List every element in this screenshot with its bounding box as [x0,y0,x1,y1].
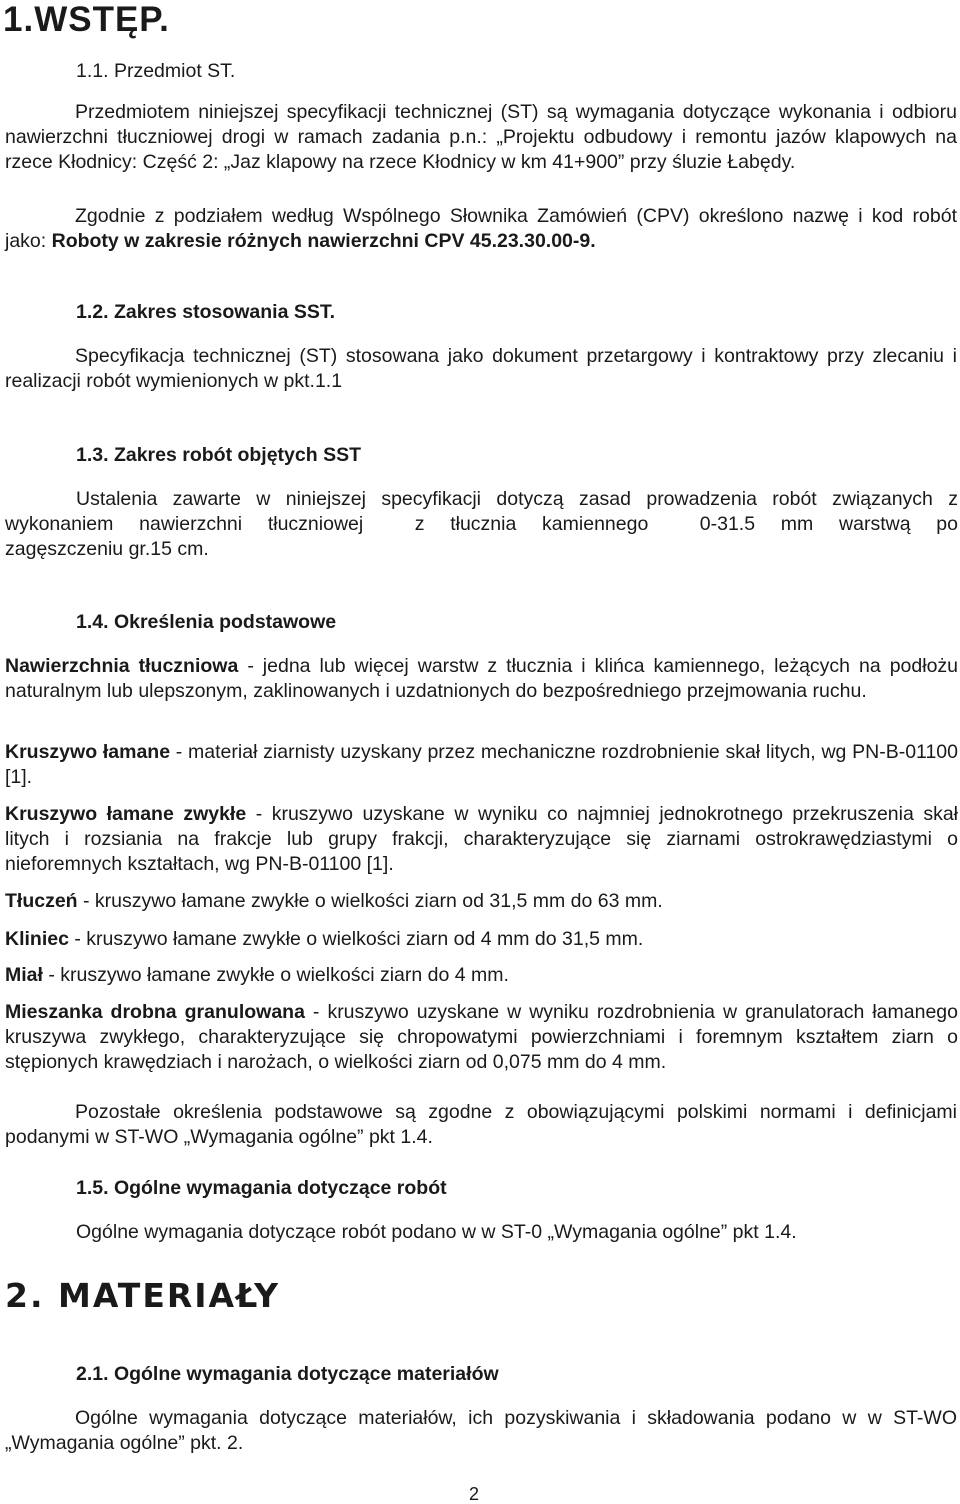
definition-text: - jedna lub więcej warstw z tłucznia i klińca kamiennego, leżących na podłożu naturalnym lub ulepszonym, zaklinowanych i uzdatnionych do bezpośredniego przejmowania ruchu. [5,655,959,702]
definition-term: Miał [5,964,43,986]
paragraph-1-3-line1: Ustalenia zawarte w niniejszej specyfikacji dotyczą zasad prowadzenia robót związanych z [76,488,958,510]
definition-term: Nawierzchnia tłuczniowa [5,655,239,677]
definition-text: - kruszywo łamane zwykłe o wielkości ziarn od 31,5 mm do 63 mm. [77,890,663,912]
paragraph-1-1-cpv-text: Zgodnie z podziałem według Wspólnego Słownika Zamówień (CPV) określono nazwę i kod robót jako: [5,205,957,252]
definition-kliniec [5,927,958,952]
heading-1-5: 1.5. Ogólne wymagania dotyczące robót [76,1177,447,1199]
definition-kruszywo-lamane-zwykle [5,802,958,877]
definition-text: - kruszywo łamane zwykłe o wielkości ziarn od 4 mm do 31,5 mm. [68,928,644,950]
definition-nawierzchnia-tluczniowa [5,654,958,704]
paragraph-1-1-cpv [5,204,957,254]
definition-term: Tłuczeń [5,890,78,912]
paragraph-1-1-cpv-code: Roboty w zakresie różnych nawierzchni CPV 45.23.30.00-9. [51,230,596,252]
page-number: 2 [468,1484,479,1504]
definition-text: - materiał ziarnisty uzyskany przez mechaniczne rozdrobnienie skał litych, wg PN-B-01100 [1]. [5,741,958,788]
definition-term: Kruszywo łamane zwykłe [5,803,247,825]
paragraph-1-4-closing: Pozostałe określenia podstawowe są zgodne z obowiązującymi polskimi normami i definicjami podanymi w ST-WO „Wymagania ogólne” pkt 1.4. [5,1101,957,1148]
paragraph-1-3-line3: zagęszczeniu gr.15 cm. [5,538,209,560]
definition-term: Kliniec [5,928,69,950]
definition-tluczen [5,889,958,914]
definition-text: - kruszywo uzyskane w wyniku co najmniej jednokrotnego przekruszenia skał litych i rozsiania na frakcje lub grupy frakcji, charakteryzujące się ziarnami ostrokrawędziastymi o nieforemnych kształtach, wg PN-B-01100 [1]. [5,803,958,875]
heading-1-4: 1.4. Określenia podstawowe [76,611,337,633]
heading-1-3: 1.3. Zakres robót objętych SST [76,444,361,466]
paragraph-1-3-line2: wykonaniem nawierzchni tłuczniowej z tłucznia kamiennego 0-31.5 mm warstwą po [5,513,958,535]
definition-text: - kruszywo łamane zwykłe o wielkości ziarn do 4 mm. [42,964,509,986]
definition-term: Kruszywo łamane [5,741,171,763]
section-2-title: 2. MATERIAŁY [5,1276,281,1315]
paragraph-2-1: Ogólne wymagania dotyczące materiałów, ich pozyskiwania i składowania podano w w ST-WO „Wymagania ogólne” pkt. 2. [5,1407,957,1454]
paragraph-1-1-subject [5,100,957,175]
definition-kruszywo-lamane [5,740,958,790]
paragraph-1-2: Specyfikacja technicznej (ST) stosowana jako dokument przetargowy i kontraktowy przy zlecaniu i realizacji robót wymienionych w pkt.1.1 [5,345,957,392]
definition-text: - kruszywo uzyskane w wyniku rozdrobnienia w granulatorach łamanego kruszywa zwykłego, charakteryzujące się chropowatymi powierzchniami i foremnym kształtem ziarn o stępionych krawędziach i narożach, o wielkości ziarn od 0,075 mm do 4 mm. [5,1001,958,1073]
paragraph-1-1-subject-part1: Przedmiotem niniejszej specyfikacji technicznej (ST) są wymagania dotyczące wykonania i odbioru nawierzchni tłuczniowej drogi w ramach zadania p.n.: [5,101,957,148]
definition-mial [5,963,958,988]
heading-1-1-number: 1.1. [76,60,109,82]
definition-term: Mieszanka drobna granulowana [5,1001,305,1023]
heading-1-1-text: Przedmiot ST. [113,60,236,82]
definition-mieszanka-drobna-granulowana [5,1000,958,1075]
heading-2-1: 2.1. Ogólne wymagania dotyczące materiałów [76,1363,499,1385]
heading-1-2: 1.2. Zakres stosowania SST. [76,301,336,323]
paragraph-1-5: Ogólne wymagania dotyczące robót podano w w ST-0 „Wymagania ogólne” pkt 1.4. [76,1221,797,1243]
heading-1-1 [76,59,235,84]
section-1-title: 1.WSTĘP. [3,0,170,39]
paragraph-1-1-subject-part2: „Projektu odbudowy i remontu jazów klapowych na rzece Kłodnicy: Część 2: „Jaz klapowy na rzece Kłodnicy w km 41+900” przy śluzie Łabędy. [5,126,957,173]
